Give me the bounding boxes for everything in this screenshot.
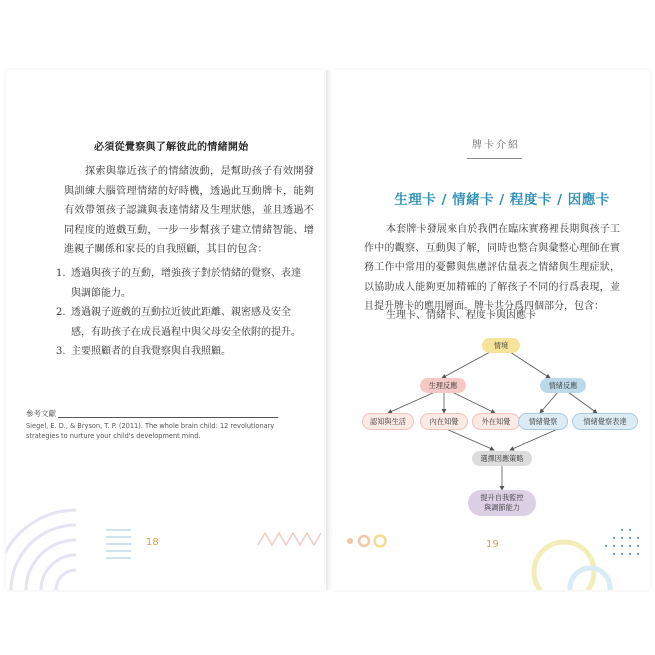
goal-list xyxy=(56,264,308,362)
card-types-line: 生理卡、情緒卡、程度卡與因應卡 xyxy=(386,310,536,321)
list-number: 1. xyxy=(56,268,66,279)
node-situation: 情境 xyxy=(482,338,520,353)
node-cognition-life: 認知與生活 xyxy=(362,413,414,430)
page-number-left: 18 xyxy=(146,537,159,548)
list-number: 3. xyxy=(56,346,66,357)
node-emotional-response: 情緒反應 xyxy=(540,378,586,393)
node-self-regulation-line2: 與調節能力 xyxy=(484,503,520,512)
reference-title: 參考文獻 xyxy=(26,409,56,418)
node-outer-perception: 外在知覺 xyxy=(472,413,520,430)
left-page xyxy=(6,70,324,590)
section-header: 牌卡介紹 xyxy=(472,140,520,151)
decorative-arcs-graphic xyxy=(6,490,136,590)
list-item xyxy=(56,303,308,342)
zigzag-graphic xyxy=(256,525,324,555)
header-divider xyxy=(467,158,522,159)
node-emotion-awareness: 情緒覺察 xyxy=(518,413,568,430)
node-coping-strategy: 選擇因應策略 xyxy=(472,451,532,466)
page-number-right: 19 xyxy=(486,539,499,550)
list-item xyxy=(56,342,308,362)
book-spine xyxy=(326,70,330,590)
node-emotion-expression: 情緒覺察表達 xyxy=(572,413,638,430)
dots-rings-graphic xyxy=(332,525,412,555)
list-text: 主要照顧者的自我覺察與自我照顧。 xyxy=(71,346,231,357)
node-self-regulation-line1: 提升自我監控 xyxy=(480,493,524,502)
node-inner-perception: 內在知覺 xyxy=(420,413,468,430)
left-heading: 必須從覺察與了解彼此的情緒開始 xyxy=(94,142,249,153)
list-text: 透過親子遊戲的互動拉近彼此距離、親密感及安全感，有助孩子在成長過程中與父母安全依附的提升。 xyxy=(71,307,301,338)
reference-divider xyxy=(58,417,278,418)
right-page xyxy=(332,70,650,590)
list-text: 透過與孩子的互動，增強孩子對於情緒的覺察、表達與調節能力。 xyxy=(71,268,301,299)
list-number: 2. xyxy=(56,307,66,318)
left-paragraph: 探索與靠近孩子的情緒波動，是幫助孩子有效開發與訓練大腦管理情緒的好時機，透過此互動牌卡，能夠有效帶領孩子認識與表達情緒及生理狀態，並且透過不同程度的遊戲互動，一步一步幫孩子建立情緒智能、增進親子關係和家長的自我照顧，其目的包含： xyxy=(64,166,314,255)
node-physiological-response: 生理反應 xyxy=(420,378,466,393)
circle-dots-graphic xyxy=(522,510,650,590)
right-paragraph: 本套牌卡發展來自於我們在臨床實務裡長期與孩子工作中的觀察、互動與了解，同時也整合與彙整心理師在實務工作中常用的憂鬱與焦慮評估量表之情緒與生理症狀，以協助成人能夠更加精確的了解孩子不同的行爲表現，並且提升牌卡的應用層面。牌卡共分爲四個部分，包含： xyxy=(364,224,620,312)
list-item xyxy=(56,264,308,303)
reference-text: Siegel, E. D., & Bryson, T. P. (2011). The whole brain child: 12 revolutionary strategies to nurture your child's development mind. xyxy=(26,422,275,440)
cards-title: 生理卡 / 情緒卡 / 程度卡 / 因應卡 xyxy=(394,192,610,208)
